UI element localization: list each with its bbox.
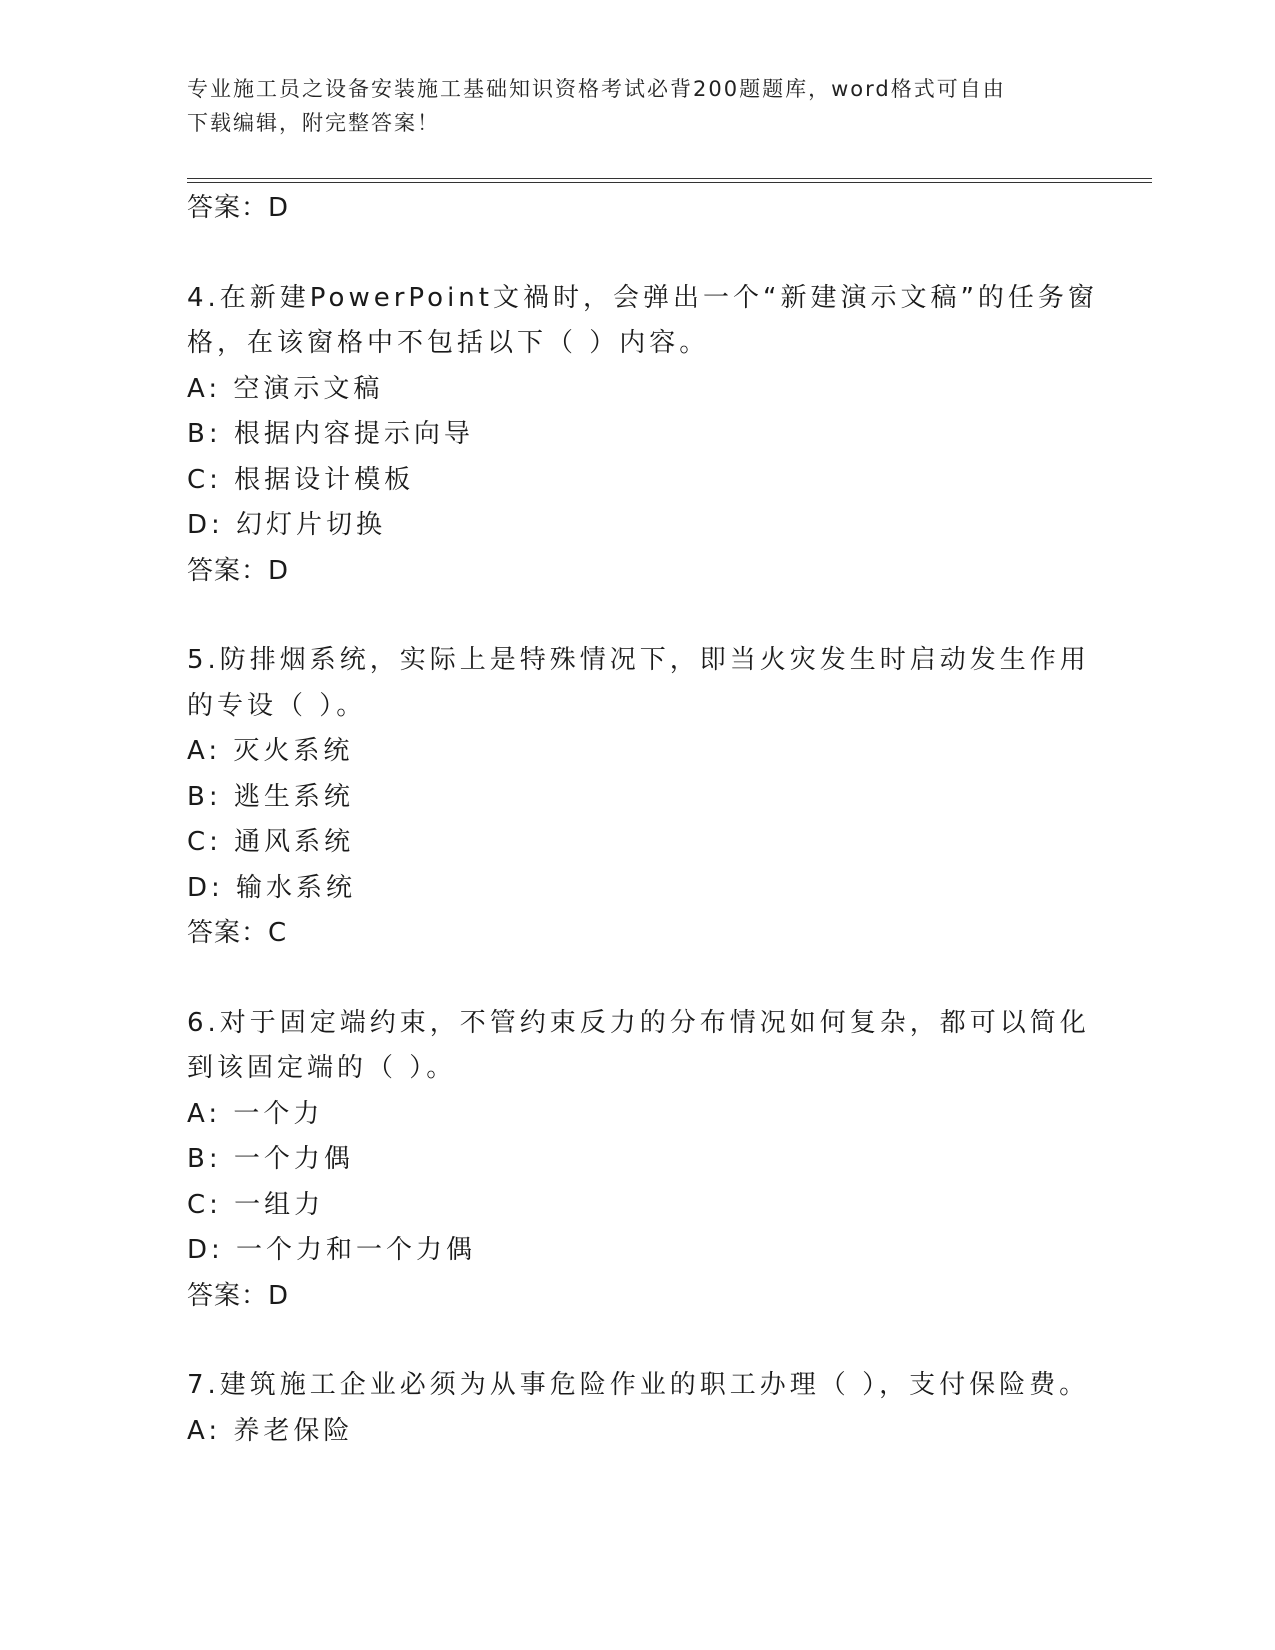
option-b: B: 根据内容提示向导 — [187, 419, 474, 449]
option-d: D: 幻灯片切换 — [187, 510, 387, 540]
spacer — [187, 1319, 1067, 1363]
option-a: A: 养老保险 — [187, 1415, 354, 1446]
option-a: A: 灭火系统 — [187, 736, 354, 766]
answer: 答案：C — [187, 918, 288, 948]
document-body — [187, 186, 1098, 1454]
question-text-line: 5.防排烟系统，实际上是特殊情况下，即当火灾发生时启动发生作用 — [187, 645, 1090, 675]
page-header — [187, 72, 1067, 140]
question-text-line: 6.对于固定端约束，不管约束反力的分布情况如何复杂，都可以简化 — [187, 1007, 1090, 1038]
header-rule-top — [187, 178, 1152, 179]
header-rule-bottom — [187, 182, 1152, 183]
option-c: C: 一组力 — [187, 1189, 325, 1220]
question-5 — [187, 638, 1090, 957]
question-text-line: 的专设（ ）。 — [187, 690, 367, 721]
question-text-line: 到该固定端的（ ）。 — [187, 1053, 457, 1083]
answer: 答案：D — [187, 1280, 290, 1311]
question-6 — [187, 1001, 1090, 1320]
option-d: D: 一个力和一个力偶 — [187, 1235, 477, 1265]
option-a: A: 一个力 — [187, 1098, 324, 1129]
option-c: C: 根据设计模板 — [187, 464, 415, 495]
question-text-line: 格，在该窗格中不包括以下（ ）内容。 — [187, 328, 710, 358]
question-7 — [187, 1363, 1090, 1454]
header-title-line-1: 专业施工员之设备安装施工基础知识资格考试必背200题题库，word格式可自由 — [187, 77, 1006, 101]
header-title-line-2: 下载编辑，附完整答案！ — [187, 111, 440, 135]
previous-answer: 答案：D — [187, 193, 290, 223]
spacer — [187, 957, 1067, 1001]
question-4 — [187, 276, 1098, 595]
option-a: A: 空演示文稿 — [187, 373, 384, 404]
option-d: D: 输水系统 — [187, 872, 357, 903]
option-b: B: 逃生系统 — [187, 781, 354, 812]
spacer — [187, 232, 1067, 276]
answer: 答案：D — [187, 555, 290, 586]
question-text-line: 4.在新建PowerPoint文禍时，会弹出一个“新建演示文稿”的任务窗 — [187, 282, 1098, 313]
option-b: B: 一个力偶 — [187, 1144, 354, 1174]
question-text-line: 7.建筑施工企业必须为从事危险作业的职工办理（ ），支付保险费。 — [187, 1370, 1090, 1400]
option-c: C: 通风系统 — [187, 827, 355, 857]
spacer — [187, 594, 1067, 638]
